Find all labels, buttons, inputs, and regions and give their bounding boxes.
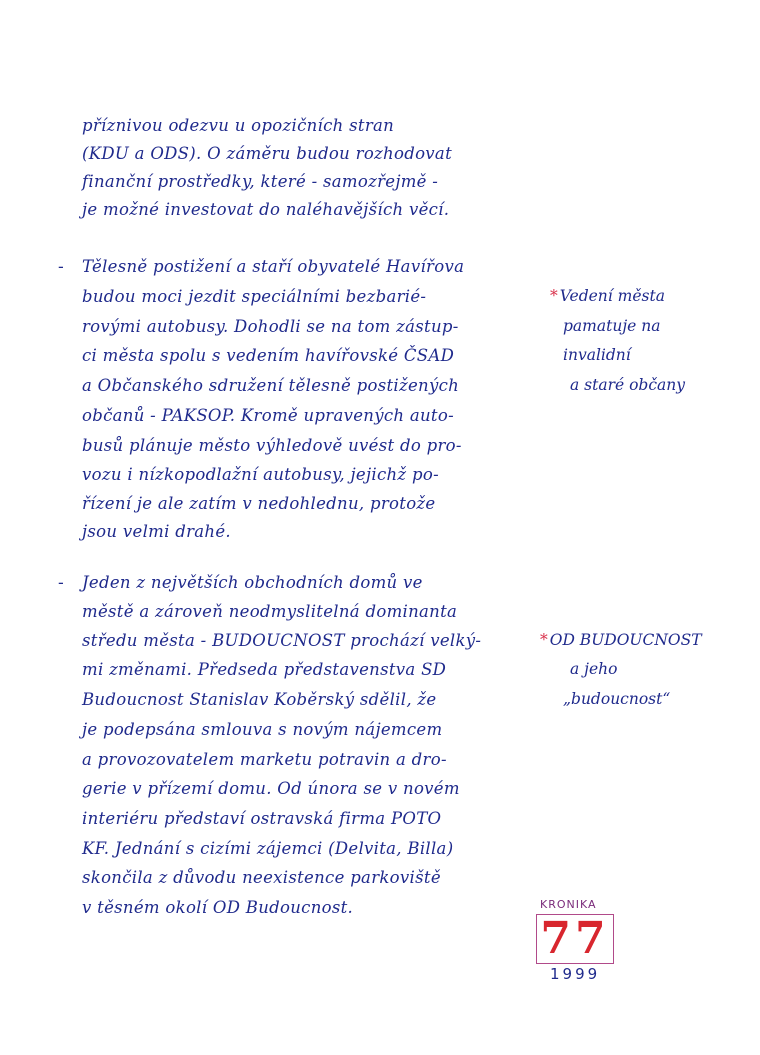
note-line: invalidní xyxy=(563,346,631,364)
text-line: (KDU a ODS). O záměru budou rozhodovat xyxy=(82,144,453,163)
note-line: Vedení města xyxy=(559,287,665,305)
text-line: Jeden z největších obchodních domů ve xyxy=(82,573,423,592)
page-number-box xyxy=(536,914,614,964)
bullet-dash: - xyxy=(58,257,64,277)
text-line: ci města spolu s vedením havířovské ČSAD xyxy=(82,346,455,365)
text-line: vozu i nízkopodlažní autobusy, jejichž po- xyxy=(82,465,439,484)
asterisk-marker-icon: * xyxy=(540,631,548,649)
note-line: a jeho xyxy=(570,660,618,678)
text-line: finanční prostředky, které - samozřejmě - xyxy=(82,172,439,191)
text-line: v těsném okolí OD Budoucnost. xyxy=(82,898,354,917)
text-line: interiéru představí ostravská firma POTO xyxy=(82,809,442,828)
note-line: a staré občany xyxy=(570,376,686,394)
text-line: skončila z důvodu neexistence parkoviště xyxy=(82,868,441,887)
page-number: 77 xyxy=(540,913,610,964)
stamp-year: 1999 xyxy=(550,965,601,983)
text-line: Tělesně postižení a staří obyvatelé Havířova xyxy=(82,257,465,276)
text-line: budou moci jezdit speciálními bezbarié- xyxy=(82,287,427,306)
text-line: gerie v přízemí domu. Od února se v novém xyxy=(82,779,460,798)
text-line: busů plánuje město výhledově uvést do pro- xyxy=(82,436,462,455)
text-line: řízení je ale zatím v nedohlednu, protože xyxy=(82,494,436,513)
note-line: „budoucnost“ xyxy=(563,690,671,708)
text-line: středu města - BUDOUCNOST prochází velký- xyxy=(82,631,482,650)
note-line: OD BUDOUCNOST xyxy=(549,631,702,649)
text-line: a provozovatelem marketu potravin a dro- xyxy=(82,750,447,769)
text-line: jsou velmi drahé. xyxy=(82,522,231,541)
text-line: městě a zároveň neodmyslitelná dominanta xyxy=(82,602,458,621)
text-line: je možné investovat do naléhavějších věcí. xyxy=(82,200,450,219)
text-line: občanů - PAKSOP. Kromě upravených auto- xyxy=(82,406,454,425)
bullet-dash: - xyxy=(58,573,64,593)
text-line: a Občanského sdružení tělesně postižených xyxy=(82,376,460,395)
stamp-label: KRONIKA xyxy=(540,898,597,911)
text-line: je podepsána smlouva s novým nájemcem xyxy=(82,720,443,739)
text-line: KF. Jednání s cizími zájemci (Delvita, Billa) xyxy=(82,839,454,858)
text-line: příznivou odezvu u opozičních stran xyxy=(82,116,395,135)
note-line: pamatuje na xyxy=(563,317,661,335)
text-line: rovými autobusy. Dohodli se na tom zástup- xyxy=(82,317,459,336)
text-line: mi změnami. Předseda představenstva SD xyxy=(82,660,447,679)
asterisk-marker-icon: * xyxy=(550,287,558,305)
text-line: Budoucnost Stanislav Koběrský sdělil, že xyxy=(82,690,437,709)
